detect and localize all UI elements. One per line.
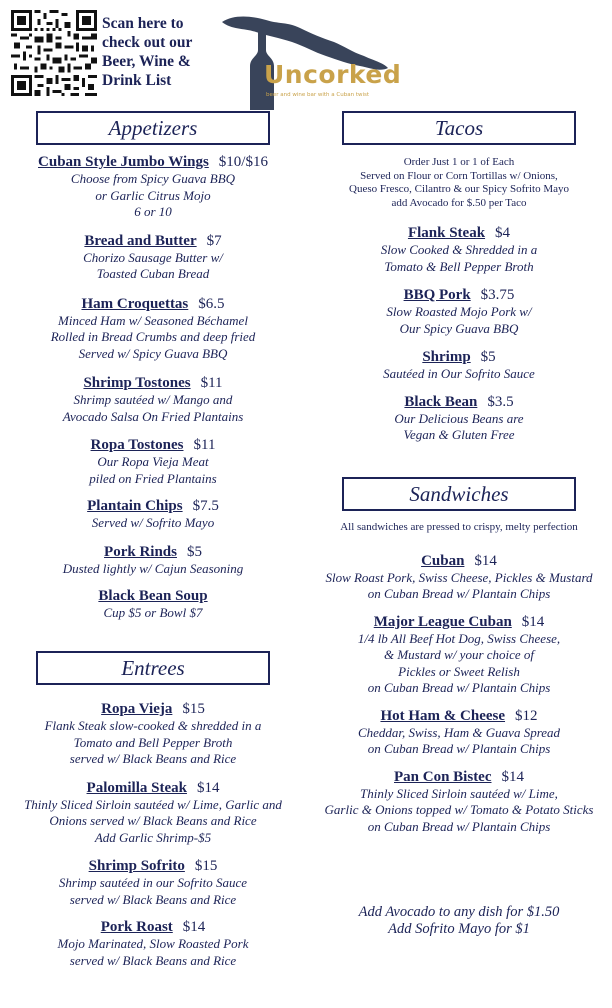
- menu-item-description: [0, 250, 306, 283]
- menu-item-header: [0, 374, 306, 392]
- menu-item-header: [0, 918, 306, 936]
- menu-item-name: Black Bean Soup: [98, 588, 208, 604]
- description-line: Chorizo Sausage Butter w/: [83, 249, 223, 265]
- menu-item-header: [306, 613, 612, 631]
- menu-item-description: [0, 171, 306, 221]
- description-line: served w/ Black Beans and Rice: [69, 751, 237, 766]
- description-line: 1/4 lb All Beef Hot Dog, Swiss Cheese,: [357, 630, 561, 646]
- menu-item-price: $12: [515, 707, 538, 724]
- menu-item-description: [0, 875, 306, 908]
- description-line: on Cuban Bread w/ Plantain Chips: [367, 680, 551, 695]
- description-line: Add Garlic Shrimp-$5: [94, 829, 212, 845]
- menu-item-header: [0, 153, 306, 171]
- menu-item-shrimp-sofrito: [0, 857, 306, 908]
- menu-item-price: $6.5: [198, 295, 225, 312]
- menu-item-ropa-vieja: [0, 700, 306, 768]
- description-line: Tomato and Bell Pepper Broth: [73, 734, 233, 750]
- tacos-list: [306, 156, 612, 444]
- menu-item-hot-ham-and-cheese: [306, 707, 612, 758]
- menu-item-description: [306, 304, 612, 337]
- description-line: Thinly Sliced Sirloin sautéed w/ Lime,: [360, 785, 558, 801]
- menu-item-name: Shrimp: [422, 349, 471, 365]
- description-line: Shrimp sautéed in our Sofrito Sauce: [58, 875, 248, 890]
- menu-item-description: [0, 561, 306, 578]
- menu-item-price: $14: [474, 552, 497, 569]
- menu-item-description: [306, 411, 612, 444]
- description-line: served w/ Black Beans and Rice: [69, 891, 237, 907]
- entrees-heading: Entrees: [36, 651, 270, 685]
- menu-item-shrimp-tostones: [0, 374, 306, 425]
- description-line: Shrimp sautéed w/ Mango and: [73, 392, 233, 407]
- menu-item-price: $11: [193, 437, 216, 453]
- add-ons-note: Add Avocado to any dish for $1.50 Add Sofrito Mayo for $1: [358, 904, 560, 937]
- menu-item-name: Flank Steak: [407, 225, 486, 241]
- description-line: 6 or 10: [134, 204, 172, 219]
- menu-item-name: Plantain Chips: [87, 498, 183, 514]
- menu-item-header: [306, 286, 612, 304]
- menu-item-black-bean-soup: [0, 587, 306, 622]
- menu-item-pork-rinds: [0, 543, 306, 578]
- description-line: Our Delicious Beans are: [394, 410, 524, 426]
- menu-item-description: [306, 786, 612, 836]
- menu-item-header: [0, 700, 306, 718]
- sandwiches-heading: Sandwiches: [342, 477, 576, 511]
- description-line: on Cuban Bread w/ Plantain Chips: [367, 586, 551, 601]
- menu-item-header: [0, 436, 306, 454]
- menu-item-name: Pan Con Bistec: [394, 768, 492, 785]
- menu-item-header: [306, 707, 612, 725]
- description-line: Vegan & Gluten Free: [403, 427, 515, 442]
- menu-item-description: [0, 797, 306, 847]
- tacos-items: [306, 224, 612, 444]
- menu-item-price: $3.5: [487, 393, 514, 410]
- menu-item-ham-croquettas: [0, 295, 306, 363]
- sandwiches-list: [306, 521, 612, 835]
- description-line: Choose from Spicy Guava BBQ: [70, 171, 236, 186]
- menu-item-name: Ropa Vieja: [101, 701, 173, 717]
- description-line: Toasted Cuban Bread: [96, 266, 210, 281]
- menu-item-header: [0, 497, 306, 515]
- menu-item-description: [306, 366, 612, 383]
- menu-item-header: [306, 224, 612, 242]
- qr-code[interactable]: [11, 10, 97, 96]
- menu-item-black-bean: [306, 393, 612, 444]
- description-line: Tomato & Bell Pepper Broth: [384, 258, 534, 274]
- description-line: Dusted lightly w/ Cajun Seasoning: [62, 560, 244, 576]
- menu-item-price: $11: [200, 375, 223, 391]
- menu-item-header: [306, 393, 612, 411]
- menu-item-header: [0, 779, 306, 797]
- menu-item-bbq-pork: [306, 286, 612, 337]
- menu-item-price: $4: [495, 225, 511, 241]
- description-line: Cup $5 or Bowl $7: [103, 605, 203, 620]
- menu-item-description: [0, 936, 306, 969]
- menu-item-header: [0, 232, 306, 250]
- menu-item-header: [306, 552, 612, 570]
- menu-item-price: $14: [182, 919, 206, 935]
- menu-item-pork-roast: [0, 918, 306, 969]
- menu-item-name: Palomilla Steak: [86, 779, 187, 796]
- menu-item-bread-and-butter: [0, 232, 306, 283]
- menu-item-price: $7: [206, 232, 222, 249]
- description-line: served w/ Black Beans and Rice: [69, 952, 237, 968]
- menu-item-cuban-style-jumbo-wings: [0, 153, 306, 221]
- qr-caption: Scan here to check out our Beer, Wine & Drink List: [102, 15, 193, 89]
- logo-wordmark: Uncorked: [264, 60, 402, 89]
- menu-item-header: [0, 857, 306, 875]
- menu-item-plantain-chips: [0, 497, 306, 532]
- description-line: Slow Roasted Mojo Pork w/: [386, 304, 532, 319]
- menu-item-price: $15: [182, 701, 205, 717]
- menu-item-description: [306, 570, 612, 603]
- description-line: Pickles or Sweet Relish: [398, 663, 520, 679]
- description-line: Cheddar, Swiss, Ham & Guava Spread: [357, 724, 561, 740]
- menu-item-shrimp: [306, 348, 612, 383]
- description-line: Sautéed in Our Sofrito Sauce: [383, 366, 535, 381]
- menu-item-name: Ropa Tostones: [90, 437, 184, 453]
- menu-item-description: [0, 605, 306, 622]
- menu-item-description: [306, 725, 612, 758]
- menu-item-price: $7.5: [192, 498, 219, 514]
- menu-item-description: [306, 631, 612, 697]
- description-line: Flank Steak slow-cooked & shredded in a: [44, 718, 262, 733]
- menu-item-header: [306, 768, 612, 786]
- description-line: Garlic & Onions topped w/ Tomato & Potato Sticks: [324, 802, 594, 817]
- menu-item-price: $10/$16: [218, 154, 268, 170]
- sandwiches-intro: All sandwiches are pressed to crispy, melty perfection: [340, 521, 578, 533]
- menu-item-price: $14: [196, 779, 220, 796]
- menu-item-name: Shrimp Sofrito: [88, 858, 185, 874]
- tacos-intro: Order Just 1 or 1 of Each Served on Flour or Corn Tortillas w/ Onions, Queso Fresco, Cilantro & our Spicy Sofrito Mayo add Avocado for $.50 per Taco: [349, 156, 569, 209]
- description-line: Our Spicy Guava BBQ: [399, 320, 519, 336]
- menu-item-description: [0, 392, 306, 425]
- menu-item-price: $5: [186, 543, 202, 560]
- menu-item-name: Hot Ham & Cheese: [380, 707, 506, 724]
- menu-item-name: Major League Cuban: [373, 613, 512, 630]
- appetizers-heading: Appetizers: [36, 111, 270, 145]
- sandwiches-items: [306, 552, 612, 836]
- menu-item-header: [306, 348, 612, 366]
- menu-item-description: [0, 313, 306, 363]
- tacos-heading: Tacos: [342, 111, 576, 145]
- description-line: or Garlic Citrus Mojo: [95, 187, 211, 203]
- menu-item-name: Pork Rinds: [104, 543, 177, 560]
- menu-item-palomilla-steak: [0, 779, 306, 847]
- menu-item-description: [306, 242, 612, 275]
- menu-item-description: [0, 454, 306, 487]
- menu-item-cuban: [306, 552, 612, 603]
- menu-item-price: $14: [501, 768, 524, 785]
- menu-item-price: $15: [194, 858, 218, 874]
- menu-item-name: BBQ Pork: [403, 287, 471, 303]
- menu-item-price: $5: [480, 349, 496, 365]
- description-line: & Mustard w/ your choice of: [383, 647, 535, 662]
- description-line: Served w/ Spicy Guava BBQ: [78, 345, 228, 361]
- uncorked-logo: [214, 10, 402, 112]
- menu-item-name: Bread and Butter: [84, 232, 197, 249]
- description-line: Avocado Salsa On Fried Plantains: [62, 408, 244, 424]
- description-line: Thinly Sliced Sirloin sautéed w/ Lime, Garlic and: [24, 796, 282, 812]
- entrees-list: [0, 700, 306, 969]
- description-line: Our Ropa Vieja Meat: [97, 454, 209, 469]
- description-line: Minced Ham w/ Seasoned Béchamel: [58, 312, 248, 328]
- description-line: piled on Fried Plantains: [89, 470, 217, 486]
- description-line: Served w/ Sofrito Mayo: [91, 515, 215, 530]
- menu-item-header: [0, 295, 306, 313]
- description-line: Slow Cooked & Shredded in a: [380, 242, 538, 257]
- appetizers-list: [0, 153, 306, 622]
- description-line: on Cuban Bread w/ Plantain Chips: [367, 818, 551, 834]
- menu-item-price: $14: [521, 613, 545, 630]
- menu-item-name: Shrimp Tostones: [83, 375, 191, 391]
- menu-item-header: [0, 587, 306, 605]
- menu-item-name: Black Bean: [404, 393, 478, 410]
- menu-item-description: [0, 718, 306, 768]
- logo-tagline: beer and wine bar with a Cuban twist: [266, 92, 370, 98]
- menu-item-name: Ham Croquettas: [81, 295, 189, 312]
- menu-item-major-league-cuban: [306, 613, 612, 697]
- menu-item-flank-steak: [306, 224, 612, 275]
- description-line: Rolled in Bread Crumbs and deep fried: [50, 329, 256, 344]
- menu-item-ropa-tostones: [0, 436, 306, 487]
- description-line: Slow Roast Pork, Swiss Cheese, Pickles & Mustard: [325, 569, 593, 585]
- menu-item-name: Pork Roast: [100, 919, 173, 935]
- menu-item-header: [0, 543, 306, 561]
- description-line: Mojo Marinated, Slow Roasted Pork: [57, 936, 249, 951]
- menu-item-name: Cuban Style Jumbo Wings: [38, 154, 209, 170]
- menu-item-price: $3.75: [480, 287, 515, 303]
- menu-item-name: Cuban: [421, 552, 465, 569]
- menu-item-pan-con-bistec: [306, 768, 612, 836]
- description-line: Onions served w/ Black Beans and Rice: [49, 813, 257, 828]
- description-line: on Cuban Bread w/ Plantain Chips: [367, 741, 551, 756]
- menu-item-description: [0, 515, 306, 532]
